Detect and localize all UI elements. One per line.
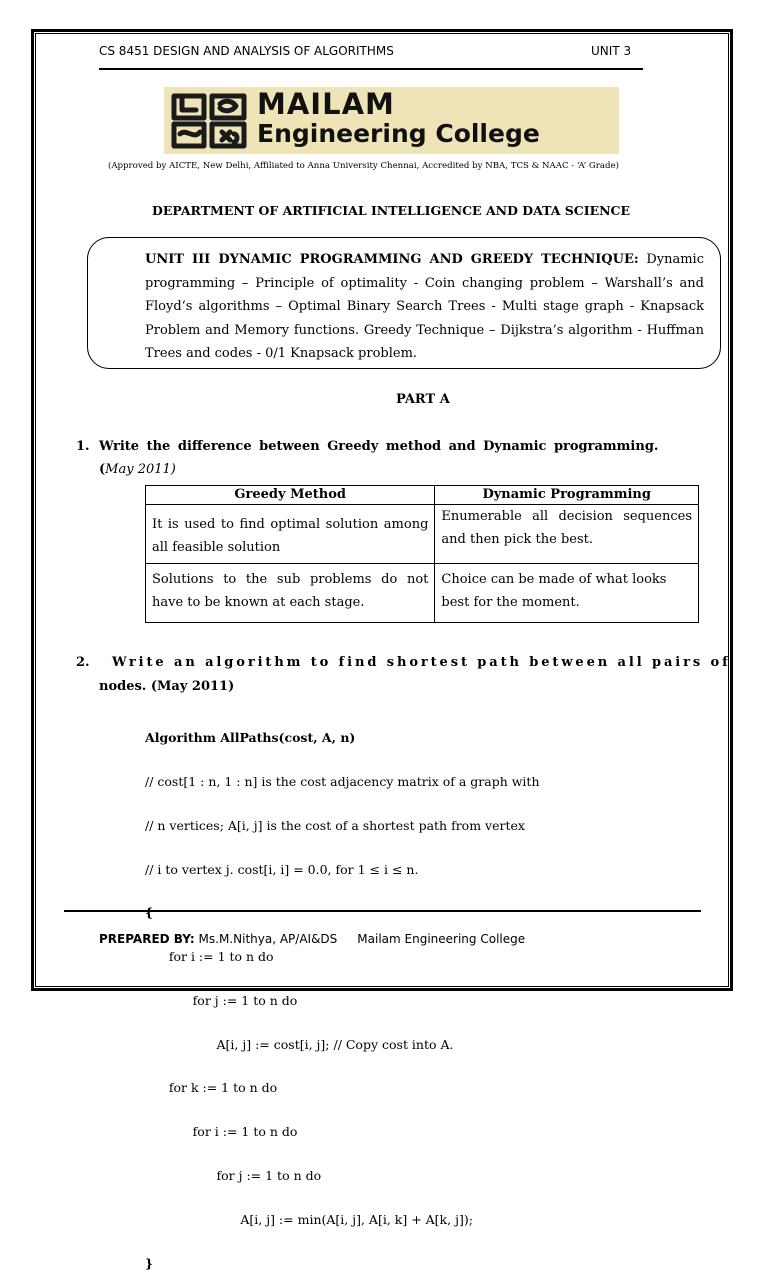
table-cell: It is used to find optimal solution among all feasible solution (146, 505, 435, 564)
approval-note: (Approved by AICTE, New Delhi, Affiliated to Anna University Chennai, Accredited by NBA, TCS & NAAC - ‘A’ Grade) (108, 161, 619, 171)
algorithm-line: } (145, 1255, 154, 1271)
algorithm-line: for k := 1 to n do (145, 1080, 278, 1096)
algorithm-line: for i := 1 to n do (145, 949, 274, 965)
part-a-heading: PART A (396, 392, 450, 407)
unit-title: UNIT III DYNAMIC PROGRAMMING AND GREEDY TECHNIQUE: (145, 252, 639, 267)
department-title: DEPARTMENT OF ARTIFICIAL INTELLIGENCE AND DATA SCIENCE (152, 203, 631, 218)
question-2 (76, 655, 731, 670)
algorithm-line: // i to vertex j. cost[i, i] = 0.0, for 1 ≤ i ≤ n. (145, 861, 419, 877)
footer-name: Ms.M.Nithya, AP/AI&DS (194, 932, 338, 946)
header-unit: UNIT 3 (591, 44, 632, 58)
comparison-table (145, 485, 699, 623)
algorithm-line: A[i, j] := cost[i, j]; // Copy cost into A. (145, 1036, 454, 1052)
logo-line1: MAILAM (257, 87, 395, 121)
algorithm-line: for j := 1 to n do (145, 1168, 322, 1183)
table-header-dp: Dynamic Programming (435, 486, 699, 505)
question-2-number: 2. (76, 655, 90, 670)
question-1-text: Write the difference between Greedy method and Dynamic programming. (99, 439, 659, 454)
table-row (146, 564, 699, 623)
unit-syllabus-text (145, 248, 704, 366)
algorithm-line: { (145, 905, 154, 921)
question-2-text: Write an algorithm to find shortest path between all pairs of (112, 655, 731, 670)
header-rule (99, 68, 643, 70)
question-1-date: (May 2011) (99, 462, 176, 477)
algorithm-line: Algorithm AllPaths(cost, A, n) (145, 730, 356, 746)
algorithm-line: A[i, j] := min(A[i, j], A[i, k] + A[k, j]); (145, 1211, 473, 1227)
table-cell: Enumerable all decision sequences and then pick the best. (435, 505, 699, 564)
algorithm-line: // cost[1 : n, 1 : n] is the cost adjacency matrix of a graph with (145, 773, 540, 789)
table-row (146, 505, 699, 564)
algorithm-line: // n vertices; A[i, j] is the cost of a shortest path from vertex (145, 817, 525, 833)
table-cell: Choice can be made of what looks best for the moment. (435, 564, 699, 623)
header-course: CS 8451 DESIGN AND ANALYSIS OF ALGORITHMS (99, 44, 394, 58)
question-1-number: 1. (76, 439, 90, 454)
algorithm-line: for j := 1 to n do (145, 992, 298, 1008)
question-2-text-cont: nodes. (May 2011) (99, 679, 235, 694)
table-header-row (146, 486, 699, 505)
college-emblem-icon (168, 90, 250, 150)
footer-label: PREPARED BY: (99, 932, 195, 946)
algorithm-listing (145, 702, 540, 1286)
footer-rule (64, 910, 701, 912)
footer-college: Mailam Engineering College (357, 932, 526, 946)
college-logo (164, 87, 619, 154)
unit-body: Dynamic programming – Principle of optimality - Coin changing problem – Warshall’s and Floyd‘s algorithms – Optimal Binary Search Trees - Multi stage graph - Knapsack Problem and Memory functions. Greedy Technique – Dijkstra’s algorithm - Huffman Trees and codes - 0/1 Knapsack problem. (145, 252, 704, 361)
footer (99, 932, 525, 946)
table-cell: Solutions to the sub problems do not have to be known at each stage. (146, 564, 435, 623)
algorithm-line: for i := 1 to n do (145, 1124, 298, 1140)
logo-line2: Engineering College (257, 119, 540, 148)
table-header-greedy: Greedy Method (146, 486, 435, 505)
question-1 (76, 439, 704, 454)
